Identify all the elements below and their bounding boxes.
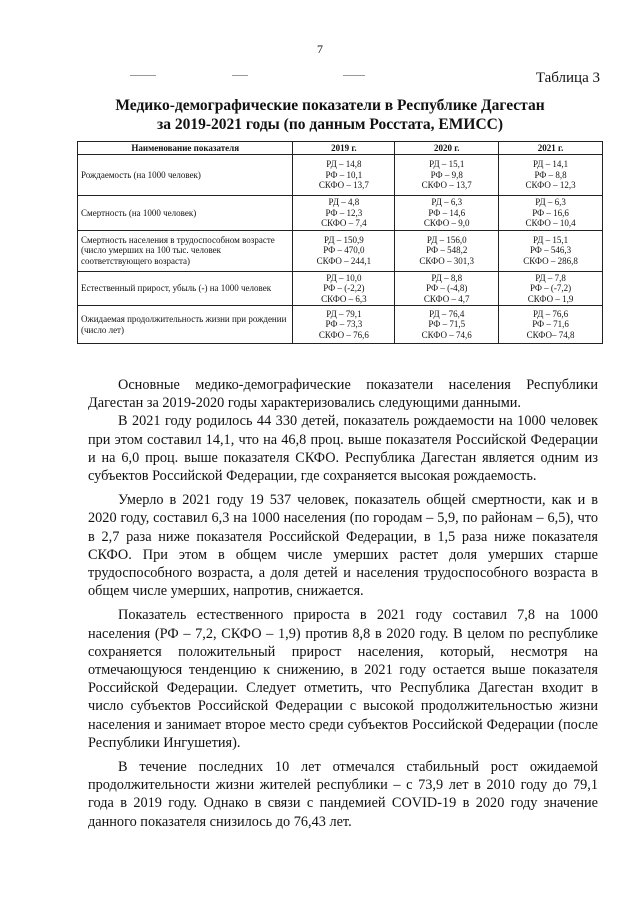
value-line: РД – 4,8 <box>328 197 360 207</box>
table-row <box>78 271 603 306</box>
value-cell-y2019 <box>293 155 395 196</box>
value-line: СКФО – 13,7 <box>318 180 369 191</box>
indicator-name: Смертность (на 1000 человек) <box>78 196 293 231</box>
value-line: РФ – 548,2 <box>426 245 468 256</box>
indicator-name: Рождаемость (на 1000 человек) <box>78 155 293 196</box>
indicator-name: Ожидаемая продолжительность жизни при рождении (число лет) <box>78 306 293 344</box>
title-line-1: Медико-демографические показатели в Республике Дагестан <box>115 97 545 114</box>
value-line: СКФО – 286,8 <box>523 255 578 266</box>
value-cell-y2019 <box>293 306 395 344</box>
header-2021: 2021 г. <box>499 142 603 155</box>
value-cell-y2021 <box>499 271 603 306</box>
value-line: РФ – 12,3 <box>325 207 363 218</box>
value-line: СКФО – 10,4 <box>525 218 576 228</box>
indicator-name: Смертность населения в трудоспособном возрасте (число умерших на 100 тыс. человек соответствующего возраста) <box>78 230 293 271</box>
value-line: РФ – 470,0 <box>323 245 365 256</box>
value-line: РД – 76,4 <box>429 308 465 319</box>
table-row <box>78 196 603 231</box>
value-line: РД – 10,0 <box>326 272 362 283</box>
value-line: СКФО – 244,1 <box>316 255 372 266</box>
table-row <box>78 230 603 271</box>
value-line: СКФО– 74,8 <box>526 329 575 340</box>
value-cell-y2021 <box>499 155 603 196</box>
scan-mark <box>232 75 248 76</box>
value-line: РФ – (-4,8) <box>426 283 468 293</box>
value-line: СКФО – 12,3 <box>525 180 576 191</box>
paragraph: Основные медико-демографические показатели населения Республики Дагестан за 2019-2020 годы характеризовались следующими данными. <box>88 377 598 412</box>
body-text <box>88 376 598 831</box>
value-cell-y2020 <box>395 196 499 231</box>
paragraph: В 2021 году родилось 44 330 детей, показатель рождаемости на 1000 человек при этом составил 14,1, что на 46,8 проц. выше показателя Российской Федерации и на 6,0 проц. выше показателя СКФО. Республика Дагестан является одним из субъектов Российской Федерации, где сохраняется высокая рождаемость. <box>88 413 598 485</box>
value-line: РД – 156,0 <box>426 234 467 245</box>
header-indicator: Наименование показателя <box>78 142 293 155</box>
paragraph: Показатель естественного прироста в 2021 году составил 7,8 на 1000 населения (РФ – 7,2, СКФО – 1,9) против 8,8 в 2020 году. В целом по республике сохраняется положительный прирост населения, который, несмотря на отмечающуюся тенденцию к снижению, в 2021 году остается выше показателя Российской Федерации. Следует отметить, что Республика Дагестан входит в число субъектов Российской Федерации с высокой продолжительностью жизни населения и занимает второе место среди субъектов Российской Федерации (после Республики Ингушетия). <box>88 607 598 751</box>
value-line: РФ – (-2,2) <box>323 283 365 293</box>
value-line: СКФО – 301,3 <box>419 255 475 266</box>
value-line: СКФО – 7,4 <box>321 218 367 228</box>
value-line: РД – 150,9 <box>324 234 364 245</box>
table-label: Таблица 3 <box>535 70 600 86</box>
value-line: РД – 15,1 <box>532 234 569 245</box>
value-line: РД – 76,6 <box>532 308 569 319</box>
value-cell-y2019 <box>293 271 395 306</box>
table-row <box>78 155 603 196</box>
value-line: РД – 14,1 <box>532 159 569 170</box>
value-line: СКФО – 1,9 <box>527 293 574 304</box>
value-line: РФ – 9,8 <box>430 169 463 180</box>
value-cell-y2021 <box>499 230 603 271</box>
document-title <box>60 96 600 134</box>
scan-mark <box>130 75 156 76</box>
value-line: СКФО – 9,0 <box>423 218 470 228</box>
value-line: РД – 79,1 <box>326 308 362 319</box>
scan-mark <box>343 75 365 76</box>
value-line: СКФО – 76,6 <box>318 329 369 340</box>
paragraph: В течение последних 10 лет отмечался стабильный рост ожидаемой продолжительности жизни жителей республики – с 73,9 лет в 2010 году до 79,1 года в 2019 году. Однако в связи с пандемией COVID-19 в 2020 году значение данного показателя снизилось до 76,43 лет. <box>88 759 598 830</box>
value-line: РД – 6,3 <box>431 197 463 207</box>
value-line: РФ – 8,8 <box>534 169 567 180</box>
value-cell-y2020 <box>395 271 499 306</box>
value-cell-y2020 <box>395 155 499 196</box>
value-line: РФ – 71,5 <box>428 319 466 330</box>
title-line-2: за 2019-2021 годы (по данным Росстата, ЕМИСС) <box>157 116 503 133</box>
indicators-table <box>77 141 603 344</box>
value-line: РФ – 71,6 <box>532 319 569 330</box>
value-line: РД – 14,8 <box>326 159 362 170</box>
value-line: РФ – (-7,2) <box>529 283 572 293</box>
value-line: РД – 6,3 <box>535 197 566 207</box>
table-row <box>78 306 603 344</box>
value-line: РФ – 16,6 <box>532 207 569 218</box>
value-line: СКФО – 4,7 <box>423 293 470 304</box>
value-cell-y2019 <box>293 230 395 271</box>
value-cell-y2020 <box>395 230 499 271</box>
value-line: РД – 15,1 <box>429 159 465 170</box>
value-line: СКФО – 74,6 <box>421 329 472 340</box>
value-cell-y2021 <box>499 196 603 231</box>
indicator-name: Естественный прирост, убыль (-) на 1000 человек <box>78 271 293 306</box>
table-header-row <box>78 142 603 155</box>
value-line: РФ – 10,1 <box>325 169 363 180</box>
value-line: РД – 8,8 <box>431 272 463 283</box>
value-line: РФ – 73,3 <box>325 319 363 330</box>
value-line: СКФО – 13,7 <box>421 180 472 191</box>
value-line: СКФО – 6,3 <box>321 293 367 304</box>
page-number: 7 <box>317 42 323 56</box>
value-line: РД – 7,8 <box>535 272 566 283</box>
header-2020: 2020 г. <box>395 142 499 155</box>
value-line: РФ – 546,3 <box>529 245 572 256</box>
paragraph: Умерло в 2021 году 19 537 человек, показатель общей смертности, как и в 2020 году, составил 6,3 на 1000 населения (по городам – 5,9, по районам – 6,5), что в 2,7 раза ниже показателя Российской Федерации, в 1,5 раза ниже показателя СКФО. При этом в общем числе умерших растет доля умерших старше трудоспособного возраста, а доля детей и населения трудоспособного возраста в общем числе умерших, напротив, снижается. <box>88 492 598 600</box>
value-cell-y2021 <box>499 306 603 344</box>
value-cell-y2019 <box>293 196 395 231</box>
header-2019: 2019 г. <box>293 142 395 155</box>
value-line: РФ – 14,6 <box>428 207 466 218</box>
value-cell-y2020 <box>395 306 499 344</box>
